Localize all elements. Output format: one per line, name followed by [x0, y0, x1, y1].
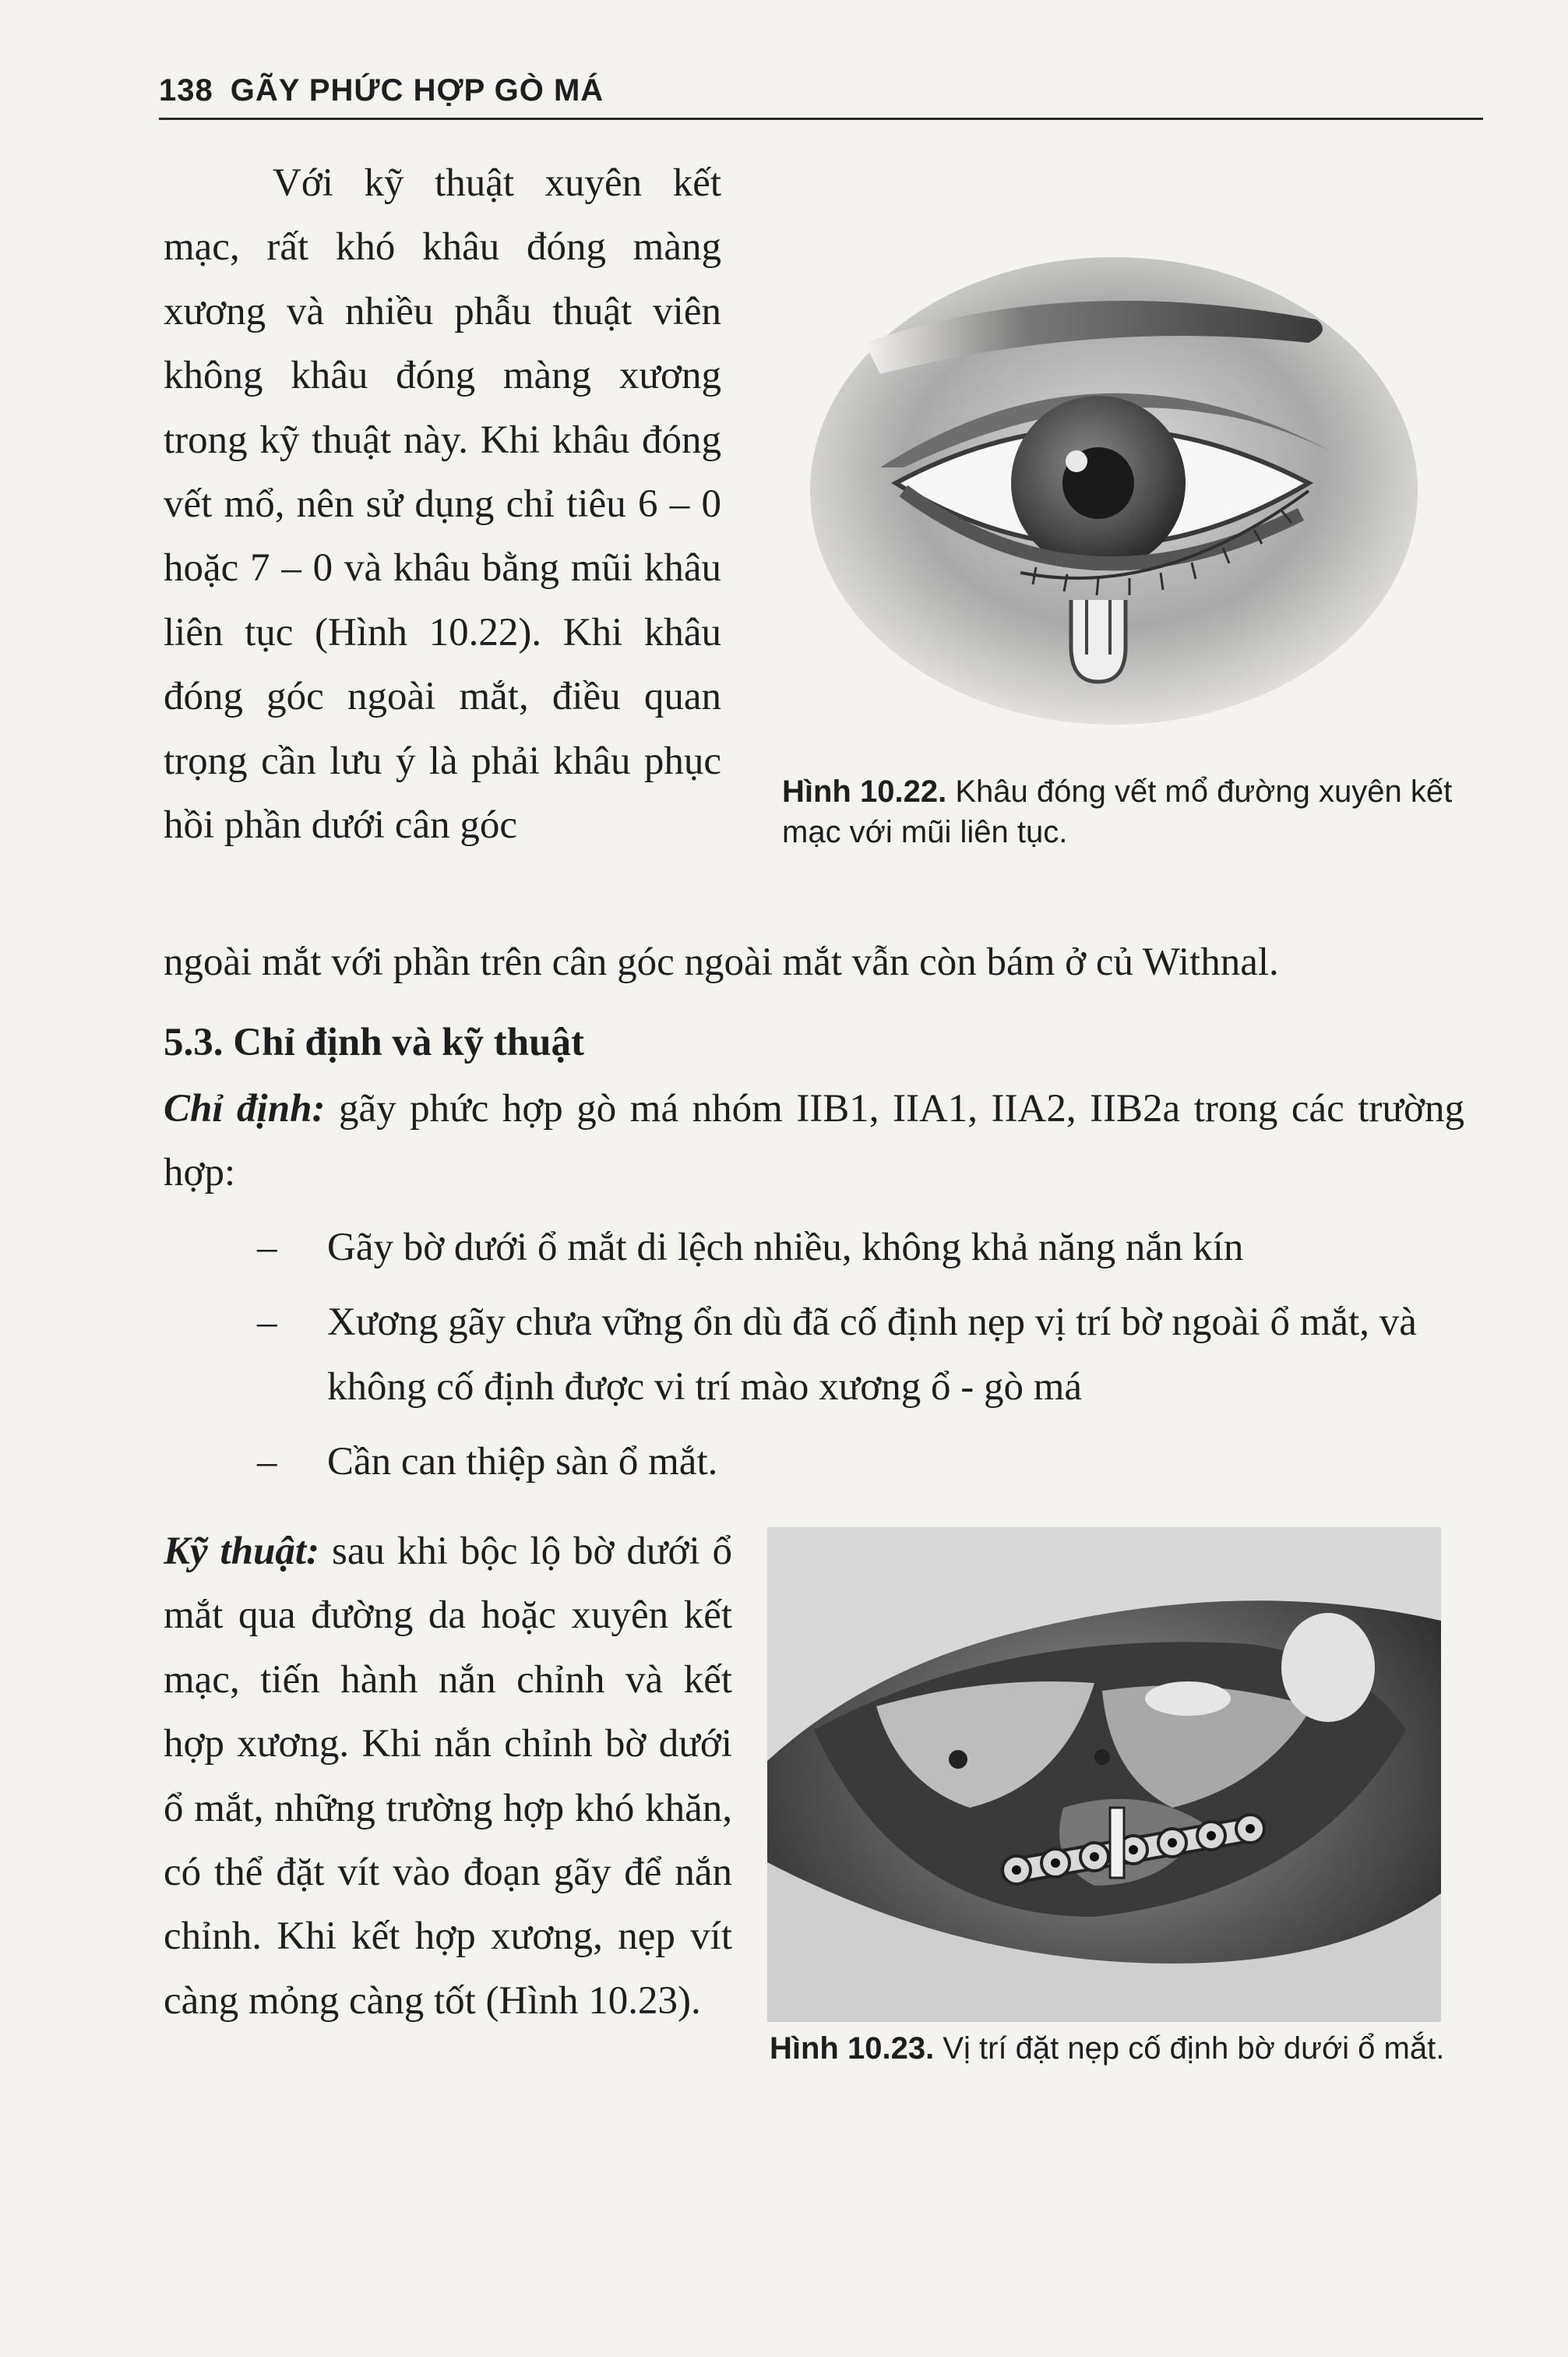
list-item [257, 1216, 1472, 1279]
figure-label: Hình 10.23. [770, 2031, 935, 2066]
paragraph-indication [164, 1077, 1464, 1205]
figure-label: Hình 10.22. [782, 774, 947, 809]
bullet-marker: – [257, 1226, 277, 1269]
bullet-marker: – [257, 1440, 277, 1484]
paragraph-technique [164, 1519, 732, 2033]
indication-label: Chỉ định: [164, 1087, 326, 1131]
figure-caption-10-22 [782, 771, 1468, 852]
paragraph-suturing-continuation: ngoài mắt với phần trên cân góc ngoài mắt vẫn còn bám ở củ Withnal. [164, 940, 1279, 984]
header-rule [159, 118, 1483, 120]
chapter-title: GÃY PHỨC HỢP GÒ MÁ [230, 72, 604, 108]
list-item-text: Cần can thiệp sàn ổ mắt. [327, 1440, 718, 1484]
section-heading: 5.3. Chỉ định và kỹ thuật [164, 1021, 584, 1064]
figure-caption-text: Vị trí đặt nẹp cố định bờ dưới ổ mắt. [943, 2031, 1445, 2066]
technique-label: Kỹ thuật: [164, 1530, 320, 1573]
page-number: 138 [159, 72, 213, 108]
indication-list [257, 1216, 1472, 1505]
list-item-text: Gãy bờ dưới ổ mắt di lệch nhiều, không khả năng nắn kín [327, 1226, 1244, 1269]
list-item [257, 1290, 1472, 1419]
figure-plate-fixation-photo [767, 1527, 1441, 2022]
figure-caption-10-23 [770, 2028, 1455, 2069]
paragraph-suturing: Với kỹ thuật xuyên kết mạc, rất khó khâu đóng màng xương và nhiều phẫu thuật viên không khâu đóng màng xương trong kỹ thuật này. Khi khâu đóng vết mổ, nên sử dụng chỉ tiêu 6 – 0 hoặc 7 – 0 và khâu bằng mũi khâu liên tục (Hình 10.22). Khi khâu đóng góc ngoài mắt, điều quan trọng cần lưu ý là phải khâu phục hồi phần dưới cân góc [164, 161, 721, 848]
page-header [159, 67, 1483, 114]
figure-caption-text: Khâu đóng vết mổ đường xuyên kết mạc với mũi liên tục. [782, 774, 1453, 849]
figure-eye-suture-illustration [771, 257, 1441, 764]
list-item [257, 1430, 1472, 1494]
bullet-marker: – [257, 1300, 277, 1345]
technique-text: sau khi bộc lộ bờ dưới ổ mắt qua đường da hoặc xuyên kết mạc, tiến hành nắn chỉnh và kết hợp xương. Khi nắn chỉnh bờ dưới ổ mắt, những trường hợp khó khăn, có thể đặt vít vào đoạn gãy để nắn chỉnh. Khi kết hợp xương, nẹp vít càng mỏng càng tốt (Hình 10.23). [164, 1530, 733, 2023]
list-item-text: Xương gãy chưa vững ổn dù đã cố định nẹp vị trí bờ ngoài ổ mắt, và không cố định được vi trí mào xương ổ - gò má [327, 1300, 1417, 1409]
indication-text: gãy phức hợp gò má nhóm IIB1, IIA1, IIA2, IIB2a trong các trường hợp: [164, 1087, 1465, 1195]
